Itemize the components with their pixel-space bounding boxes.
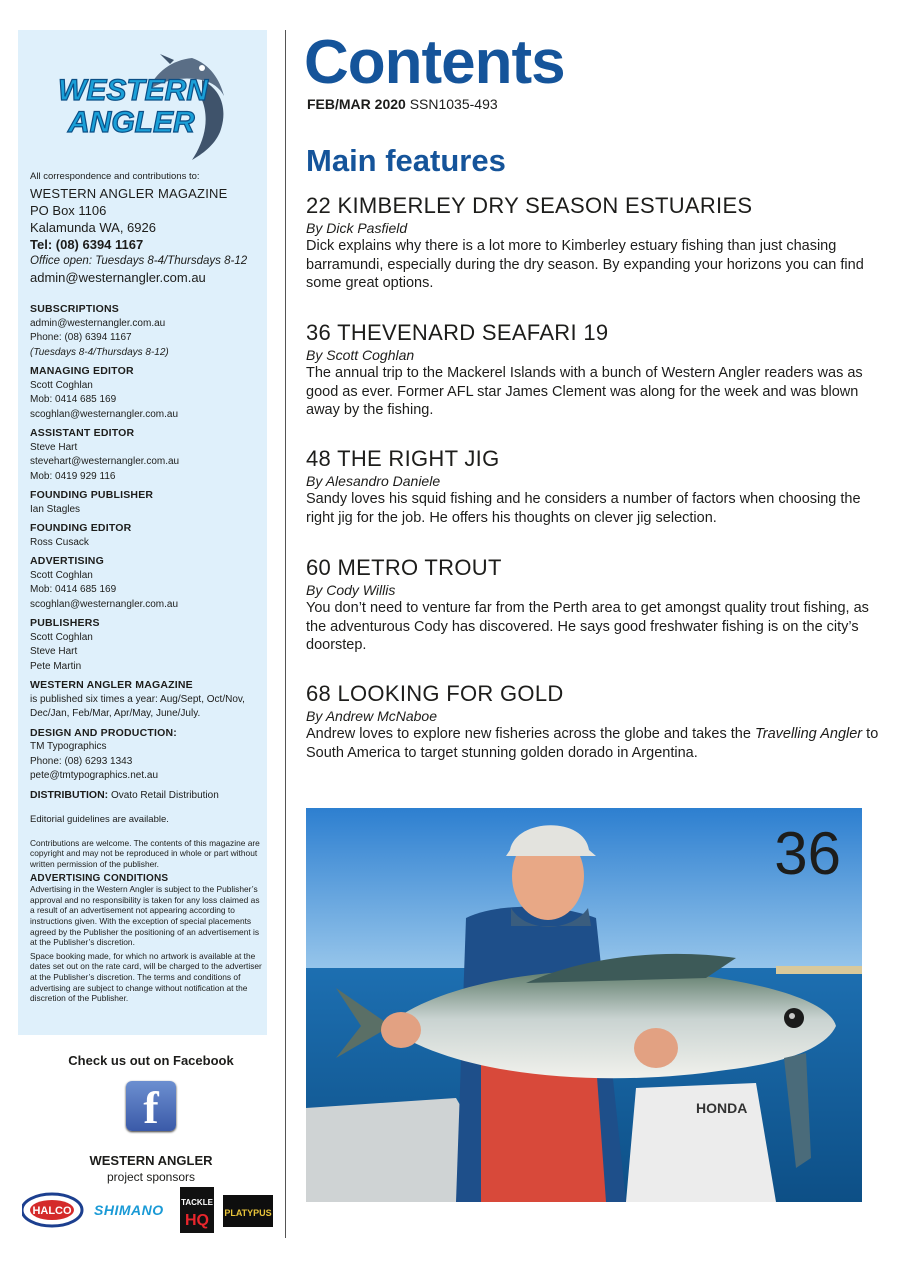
feature-desc-part: Andrew loves to explore new fisheries across the globe and takes the: [306, 726, 755, 742]
feature-byline: By Alesandro Daniele: [306, 473, 441, 489]
facebook-glyph: f: [143, 1082, 159, 1133]
halco-text: HALCO: [32, 1205, 72, 1217]
page-title: Contents: [304, 28, 565, 97]
facebook-icon[interactable]: [126, 1081, 176, 1131]
hq-text: HQ: [185, 1212, 209, 1229]
feature-title[interactable]: 68 LOOKING FOR GOLD: [306, 681, 564, 706]
feature-desc: [306, 725, 881, 762]
column-divider: [285, 30, 286, 1238]
wam-heading: WESTERN ANGLER MAGAZINE: [30, 679, 193, 691]
feature-byline: By Dick Pasfield: [306, 220, 408, 236]
tackle-text: TACKLE: [181, 1198, 213, 1207]
founding-editor-heading: FOUNDING EDITOR: [30, 522, 132, 534]
publishers-line: Scott Coghlan: [30, 631, 93, 643]
feature-desc: Dick explains why there is a lot more to Kimberley estuary fishing than just chasing barramundi, especially during the dry season. By expanding your horizons you can find some great options.: [306, 238, 864, 291]
feature-photo[interactable]: [306, 808, 862, 1202]
staff-list: [30, 298, 266, 1004]
logo-line1: WESTERN: [58, 74, 208, 107]
feature-byline: By Cody Willis: [306, 582, 396, 598]
contact-block: [30, 170, 262, 286]
feature-desc-italic: Travelling Angler: [754, 726, 863, 742]
issn: SSN1035-493: [409, 96, 498, 112]
publishers-heading: PUBLISHERS: [30, 617, 100, 629]
feature-title[interactable]: 22 KIMBERLEY DRY SEASON ESTUARIES: [306, 193, 753, 218]
editorial-note: Editorial guidelines are available.: [30, 814, 169, 825]
advertising-line[interactable]: scoghlan@westernangler.com.au: [30, 598, 179, 610]
feature-desc: You don’t need to venture far from the Perth area to get amongst quality trout fishing, as the adventurous Cody has discovered. He says good freshwater fishing is on the city’s doorstep.: [306, 600, 869, 653]
sponsor-logos: [22, 1185, 277, 1235]
feature-byline: By Andrew McNaboe: [306, 708, 437, 724]
distribution-value: Ovato Retail Distribution: [110, 789, 219, 801]
subscriptions-hours: (Tuesdays 8-4/Thursdays 8-12): [30, 346, 169, 358]
contact-magazine: WESTERN ANGLER MAGAZINE: [30, 186, 228, 201]
western-angler-logo: [52, 50, 232, 160]
contact-tel: Tel: (08) 6394 1167: [30, 237, 144, 252]
feature-item[interactable]: [306, 681, 881, 762]
assistant-editor-heading: ASSISTANT EDITOR: [30, 427, 135, 439]
feature-title[interactable]: 36 THEVENARD SEAFARI 19: [306, 320, 609, 345]
feature-byline: By Scott Coghlan: [306, 347, 415, 363]
issue-line: [307, 96, 498, 112]
wam-line: is published six times a year: Aug/Sept, Oct/Nov, Dec/Jan, Feb/Mar, Apr/May, June/July.: [30, 693, 245, 719]
managing-editor-line: Mob: 0414 685 169: [30, 394, 117, 405]
ad-conditions-heading: ADVERTISING CONDITIONS: [30, 873, 169, 885]
contact-email[interactable]: admin@westernangler.com.au: [30, 270, 206, 285]
sponsors-subtitle: project sponsors: [106, 1170, 196, 1184]
publishers-line: Steve Hart: [30, 646, 78, 657]
feature-title[interactable]: 60 METRO TROUT: [306, 555, 502, 580]
subscriptions-heading: SUBSCRIPTIONS: [30, 303, 119, 315]
design-line: Phone: (08) 6293 1343: [30, 755, 133, 767]
distribution: [30, 788, 266, 804]
main-features-heading: Main features: [306, 143, 506, 178]
contact-office-hours: Office open: Tuesdays 8-4/Thursdays 8-12: [30, 255, 248, 267]
advertising-line: Mob: 0414 685 169: [30, 584, 117, 595]
feature-item[interactable]: [306, 555, 881, 655]
photo-page-number: 36: [774, 820, 841, 887]
contact-po-box: PO Box 1106: [30, 203, 107, 218]
contact-intro: All correspondence and contributions to:: [30, 171, 200, 182]
subscriptions-line[interactable]: admin@westernangler.com.au: [30, 317, 166, 329]
space-booking-text: Space booking made, for which no artwork is available at the dates set out on the rate card, will be charged to the advertiser at the Publisher’s discretion. The terms and conditions of advertising are subject to change without notification at the discretion of the Publisher.: [30, 950, 262, 1004]
facebook-block: [18, 1040, 284, 1184]
logo-line2: ANGLER: [68, 106, 195, 139]
masthead-sidebar: [18, 30, 267, 1035]
feature-item[interactable]: [306, 446, 881, 527]
managing-editor-line[interactable]: scoghlan@westernangler.com.au: [30, 408, 179, 420]
founding-publisher-line: Ian Stagles: [30, 503, 81, 515]
assistant-editor-line: Steve Hart: [30, 441, 78, 453]
managing-editor-heading: MANAGING EDITOR: [30, 365, 134, 377]
feature-title[interactable]: 48 THE RIGHT JIG: [306, 446, 500, 471]
founding-editor-line: Ross Cusack: [30, 536, 89, 548]
design-line: TM Typographics: [30, 741, 107, 752]
shimano-logo: SHIMANO: [94, 1202, 164, 1218]
tackle-hq-logo: [180, 1187, 214, 1233]
feature-desc-part: to South America to target stunning golden dorado in Argentina.: [306, 726, 879, 761]
advertising-heading: ADVERTISING: [30, 555, 104, 567]
motor-brand: HONDA: [696, 1100, 748, 1116]
advertising-line: Scott Coghlan: [30, 569, 93, 581]
sponsors-title: WESTERN ANGLER: [89, 1153, 213, 1168]
facebook-title: Check us out on Facebook: [68, 1053, 234, 1068]
feature-item[interactable]: [306, 193, 881, 293]
issue-date: FEB/MAR 2020: [307, 96, 406, 112]
copyright-note: Contributions are welcome. The contents of this magazine are copyright and may not be reproduced in whole or part without written permission of the publisher.: [30, 837, 260, 869]
feature-desc: Sandy loves his squid fishing and he considers a number of factors when choosing the right jig for the job. He offers his thoughts on clever jig selection.: [306, 491, 861, 526]
design-heading: DESIGN AND PRODUCTION:: [30, 726, 177, 739]
ad-conditions-text: Advertising in the Western Angler is subject to the Publisher’s approval and no responsibility is taken for any loss claimed as a result of an advertisement not appearing according to instructions given. With the exception of special placements agreed by the Publisher the positioning of an advertisement is at the Publisher’s discretion.: [30, 884, 260, 948]
distribution-label: DISTRIBUTION:: [30, 788, 109, 801]
assistant-editor-line: Mob: 0419 929 116: [30, 470, 116, 482]
managing-editor-line: Scott Coghlan: [30, 379, 93, 391]
publishers-line: Pete Martin: [30, 660, 82, 672]
design-line[interactable]: pete@tmtypographics.net.au: [30, 770, 159, 781]
platypus-logo: [223, 1195, 273, 1227]
assistant-editor-line[interactable]: stevehart@westernangler.com.au: [30, 456, 180, 467]
halco-logo: [22, 1194, 82, 1226]
contact-suburb: Kalamunda WA, 6926: [30, 220, 156, 235]
feature-desc: The annual trip to the Mackerel Islands with a bunch of Western Angler readers was as good as ever. Former AFL star James Clement was along for the week and was blown away by the fishing.: [306, 365, 863, 418]
platypus-text: PLATYPUS: [224, 1208, 272, 1218]
feature-item[interactable]: [306, 320, 881, 420]
subscriptions-line: Phone: (08) 6394 1167: [30, 332, 132, 343]
founding-publisher-heading: FOUNDING PUBLISHER: [30, 489, 154, 501]
